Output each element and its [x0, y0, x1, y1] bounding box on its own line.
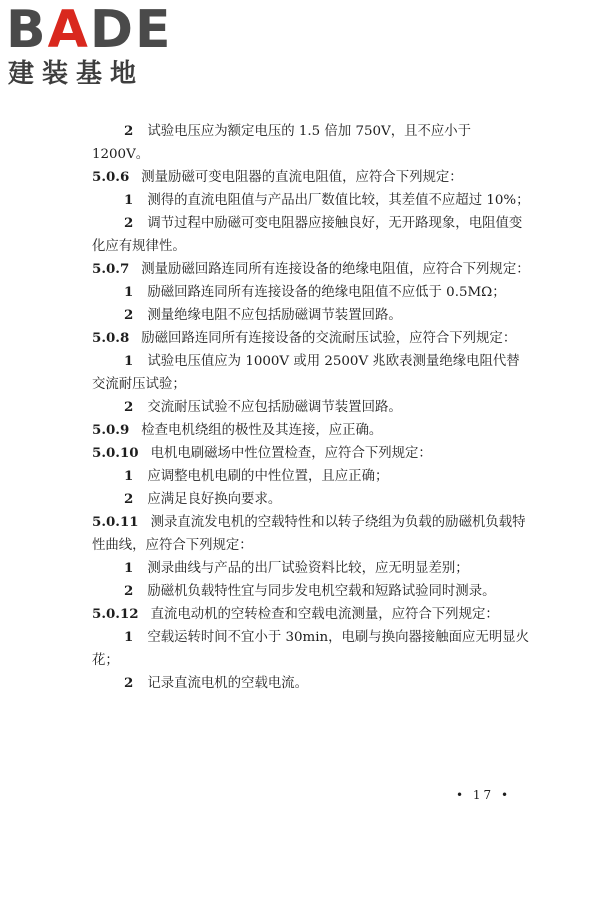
list-item [92, 672, 530, 695]
logo-wordmark: BADE [6, 0, 173, 60]
paragraph-text: 直流电动机的空转检查和空载电流测量，应符合下列规定： [150, 607, 499, 622]
paragraph-text: 电机电刷磁场中性位置检查，应符合下列规定： [150, 446, 432, 461]
section-paragraph [92, 258, 530, 281]
item-number: 1 [124, 192, 134, 208]
section-number: 5.0.10 [92, 445, 139, 461]
item-number: 1 [124, 284, 134, 300]
paragraph-text: 试验电压应为额定电压的 1.5 倍加 750V，且不应小于 1200V。 [92, 124, 472, 162]
section-paragraph [92, 166, 530, 189]
paragraph-text: 调节过程中励磁可变电阻器应接触良好，无开路现象，电阻值变化应有规律性。 [92, 216, 523, 254]
section-paragraph [92, 419, 530, 442]
paragraph-text: 空载运转时间不宜小于 30min，电刷与换向器接触面应无明显火花； [92, 630, 529, 668]
section-number: 5.0.11 [92, 514, 139, 530]
section-paragraph [92, 511, 530, 557]
item-number: 2 [124, 215, 134, 231]
document-body [92, 120, 530, 695]
paragraph-text: 应调整电机电刷的中性位置，且应正确； [147, 469, 389, 484]
list-item [92, 281, 530, 304]
list-item [92, 557, 530, 580]
item-number: 2 [124, 399, 134, 415]
bade-logo [6, 2, 176, 94]
item-number: 2 [124, 491, 134, 507]
paragraph-text: 应满足良好换向要求。 [147, 492, 282, 507]
section-paragraph [92, 442, 530, 465]
paragraph-text: 测录直流发电机的空载特性和以转子绕组为负载的励磁机负载特性曲线，应符合下列规定： [92, 515, 526, 553]
list-item [92, 350, 530, 396]
section-number: 5.0.9 [92, 422, 130, 438]
list-item [92, 488, 530, 511]
item-number: 1 [124, 353, 134, 369]
paragraph-text: 试验电压值应为 1000V 或用 2500V 兆欧表测量绝缘电阻代替交流耐压试验； [92, 354, 520, 392]
paragraph-text: 测录曲线与产品的出厂试验资料比较，应无明显差别； [147, 561, 469, 576]
paragraph-text: 检查电机绕组的极性及其连接，应正确。 [141, 423, 383, 438]
paragraph-text: 测得的直流电阻值与产品出厂数值比较，其差值不应超过 10%； [147, 193, 530, 208]
paragraph-text: 交流耐压试验不应包括励磁调节装置回路。 [147, 400, 402, 415]
list-item [92, 189, 530, 212]
item-number: 2 [124, 675, 134, 691]
section-number: 5.0.6 [92, 169, 130, 185]
item-number: 1 [124, 629, 134, 645]
list-item [92, 580, 530, 603]
item-number: 2 [124, 583, 134, 599]
page-number: • 17 • [456, 788, 512, 802]
logo-subtitle: 建装基地 [8, 59, 145, 89]
paragraph-text: 励磁回路连同所有连接设备的绝缘电阻值不应低于 0.5MΩ； [147, 285, 506, 300]
list-item [92, 212, 530, 258]
item-number: 1 [124, 560, 134, 576]
item-number: 2 [124, 123, 134, 139]
paragraph-text: 测量励磁回路连同所有连接设备的绝缘电阻值，应符合下列规定： [141, 262, 530, 277]
section-number: 5.0.7 [92, 261, 130, 277]
list-item [92, 304, 530, 327]
list-item [92, 120, 530, 166]
paragraph-text: 测量绝缘电阻不应包括励磁调节装置回路。 [147, 308, 402, 323]
paragraph-text: 测量励磁可变电阻器的直流电阻值，应符合下列规定： [141, 170, 463, 185]
paragraph-text: 记录直流电机的空载电流。 [147, 676, 309, 691]
paragraph-text: 励磁回路连同所有连接设备的交流耐压试验，应符合下列规定： [141, 331, 517, 346]
section-paragraph [92, 327, 530, 350]
item-number: 1 [124, 468, 134, 484]
paragraph-text: 励磁机负载特性宜与同步发电机空载和短路试验同时测录。 [147, 584, 496, 599]
list-item [92, 626, 530, 672]
item-number: 2 [124, 307, 134, 323]
section-number: 5.0.12 [92, 606, 139, 622]
section-paragraph [92, 603, 530, 626]
section-number: 5.0.8 [92, 330, 130, 346]
list-item [92, 465, 530, 488]
list-item [92, 396, 530, 419]
